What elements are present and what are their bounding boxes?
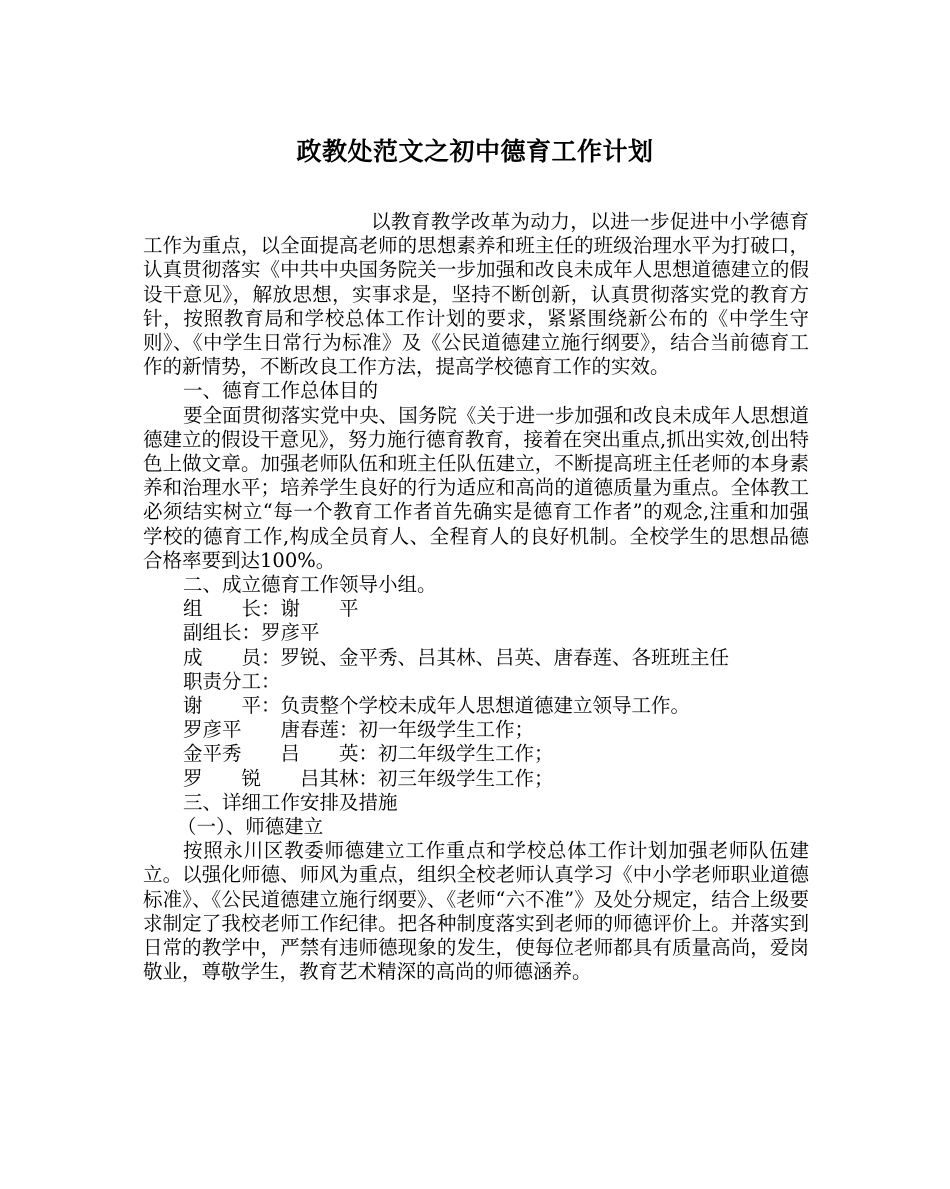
leader-line: 组 长：谢 平 xyxy=(183,597,359,621)
duty-line-4: 罗 锐 吕其林：初三年级学生工作； xyxy=(183,766,554,790)
duty-line-3: 金平秀 吕 英：初二年级学生工作； xyxy=(183,742,554,766)
duties-heading: 职责分工： xyxy=(183,669,281,693)
duty-line-2: 罗彦平 唐春莲：初一年级学生工作； xyxy=(183,718,535,742)
section-2-heading: 二、成立德育工作领导小组。 xyxy=(183,573,437,597)
subsection-1-paragraph: 按照永川区教委师德建立工作重点和学校总体工作计划加强老师队伍建立。以强化师德、师风为重点，组织全校老师认真学习《中小学老师职业道德标准》、《公民道德建立施行纲要》、《老师“六不准”》及处分规定，结合上级要求制定了我校老师工作纪律。把各种制度落实到老师的师德评价上。并落实到日常的教学中，严禁有违师德现象的发生，使每位老师都具有质量高尚，爱岗敬业，尊敬学生，教育艺术精深的高尚的师德涵养。 xyxy=(143,839,809,984)
duty-line-1: 谢 平：负责整个学校未成年人思想道德建立领导工作。 xyxy=(183,694,691,718)
intro-paragraph: 以教育教学改革为动力，以进一步促进中小学德育工作为重点，以全面提高老师的思想素养和班主任的班级治理水平为打破口，认真贯彻落实《中共中央国务院关一步加强和改良未成年人思想道德建立的假设干意见》，解放思想，实事求是，坚持不断创新，认真贯彻落实党的教育方针，按照教育局和学校总体工作计划的要求，紧紧围绕新公布的《中学生守则》、《中学生日常行为标准》及《公民道德建立施行纲要》，结合当前德育工作的新情势，不断改良工作方法，提高学校德育工作的实效。 xyxy=(143,210,809,379)
deputy-line: 副组长：罗彦平 xyxy=(183,621,320,645)
section-3-heading: 三、详细工作安排及措施 xyxy=(183,790,398,814)
document-title: 政教处范文之初中德育工作计划 xyxy=(296,137,654,166)
section-1-heading: 一、德育工作总体目的 xyxy=(183,379,379,403)
section-1-paragraph: 要全面贯彻落实党中央、国务院《关于进一步加强和改良未成年人思想道德建立的假设干意见》，努力施行德育教育，接着在突出重点,抓出实效,创出特色上做文章。加强老师队伍和班主任队伍建立，不断提高班主任老师的本身素养和治理水平；培养学生良好的行为适应和高尚的道德质量为重点。全体教工必须结实树立“每一个教育工作者首先确实是德育工作者”的观念,注重和加强学校的德育工作,构成全员育人、全程育人的良好机制。全校学生的思想品德合格率要到达100%。 xyxy=(143,403,809,572)
members-line: 成 员：罗锐、金平秀、吕其林、吕英、唐春莲、各班班主任 xyxy=(183,645,730,669)
subsection-1-heading: （一）、师德建立 xyxy=(177,815,324,839)
document-body xyxy=(143,210,809,985)
